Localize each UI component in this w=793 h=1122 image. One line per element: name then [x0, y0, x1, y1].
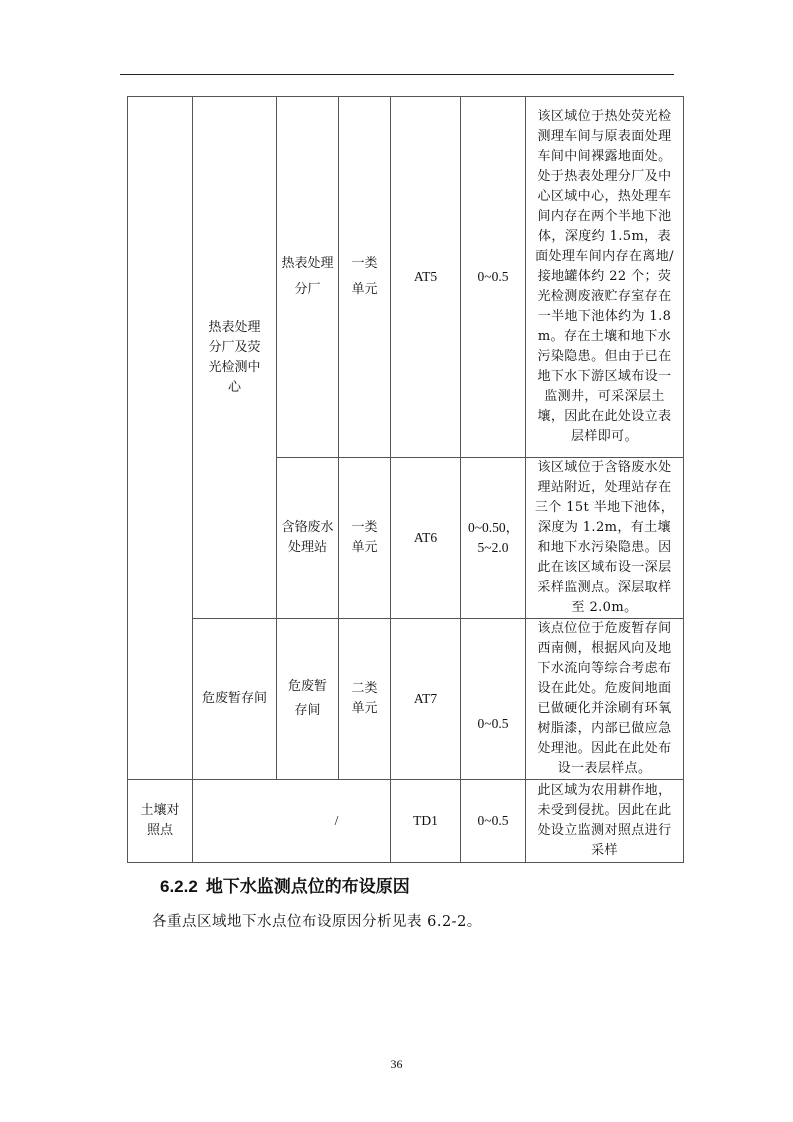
area-cell: 危废暂存间	[193, 619, 277, 780]
table-row	[128, 780, 684, 863]
reason-cell: 该区域位于热处荧光检测理车间与原表面处理车间中间裸露地面处。处于热表处理分厂及中心区域中心，热处理车间内存在两个半地下池体，深度约 1.5m，表面处理车间内存在离地/接地罐体约 22 个；荧光检测废液贮存室存在一半地下池体约为 1.8m。存在土壤和地下水污染隐患。但由于已在地下水下游区域布设一监测井，可采深层土壤，因此在此处设立表层样即可。	[526, 97, 684, 458]
section-title: 地下水监测点位的布设原因	[205, 877, 410, 897]
depth-cell: 0~0.5	[461, 780, 526, 863]
category-cell: 土壤对照点	[128, 780, 193, 863]
unit-class-cell: 一类单元	[339, 97, 391, 458]
table-row	[128, 97, 684, 458]
category-cell	[128, 97, 193, 780]
facility-cell: 含铬废水处理站	[277, 458, 339, 619]
area-cell: 热表处理分厂及荧光检测中心	[193, 97, 277, 619]
unit-class-cell: 一类单元	[339, 458, 391, 619]
body-paragraph: 各重点区域地下水点位布设原因分析见表 6.2-2。	[152, 914, 482, 930]
depth-cell: 0~0.50，5~2.0	[461, 458, 526, 619]
point-id-cell: AT7	[391, 619, 461, 780]
point-id-cell: TD1	[391, 780, 461, 863]
depth-cell: 0~0.5	[461, 97, 526, 458]
reason-cell: 该点位位于危废暂存间西南侧，根据风向及地下水流向等综合考虑布设在此处。危废间地面已做硬化并涂刷有环氧树脂漆，内部已做应急处理池。因此在此处布设一表层样点。	[526, 619, 684, 780]
facility-cell: 危废暂存间	[277, 619, 339, 780]
point-id-cell: AT5	[391, 97, 461, 458]
section-number: 6.2.2	[160, 877, 198, 896]
reason-cell: 该区域位于含铬废水处理站附近，处理站存在三个 15t 半地下池体，深度为 1.2m，有土壤和地下水污染隐患。因此在该区域布设一深层采样监测点。深层取样至 2.0m。	[526, 458, 684, 619]
header-rule	[120, 74, 674, 75]
reason-cell: 此区域为农用耕作地，未受到侵扰。因此在此处设立监测对照点进行采样	[526, 780, 684, 863]
facility-cell: /	[193, 780, 391, 863]
monitoring-points-table	[127, 96, 684, 863]
facility-cell: 热表处理分厂	[277, 97, 339, 458]
table-row	[128, 619, 684, 780]
page-number: 36	[390, 1057, 403, 1071]
point-id-cell: AT6	[391, 458, 461, 619]
depth-cell: 0~0.5	[461, 619, 526, 780]
section-heading	[160, 872, 410, 897]
unit-class-cell: 二类单元	[339, 619, 391, 780]
